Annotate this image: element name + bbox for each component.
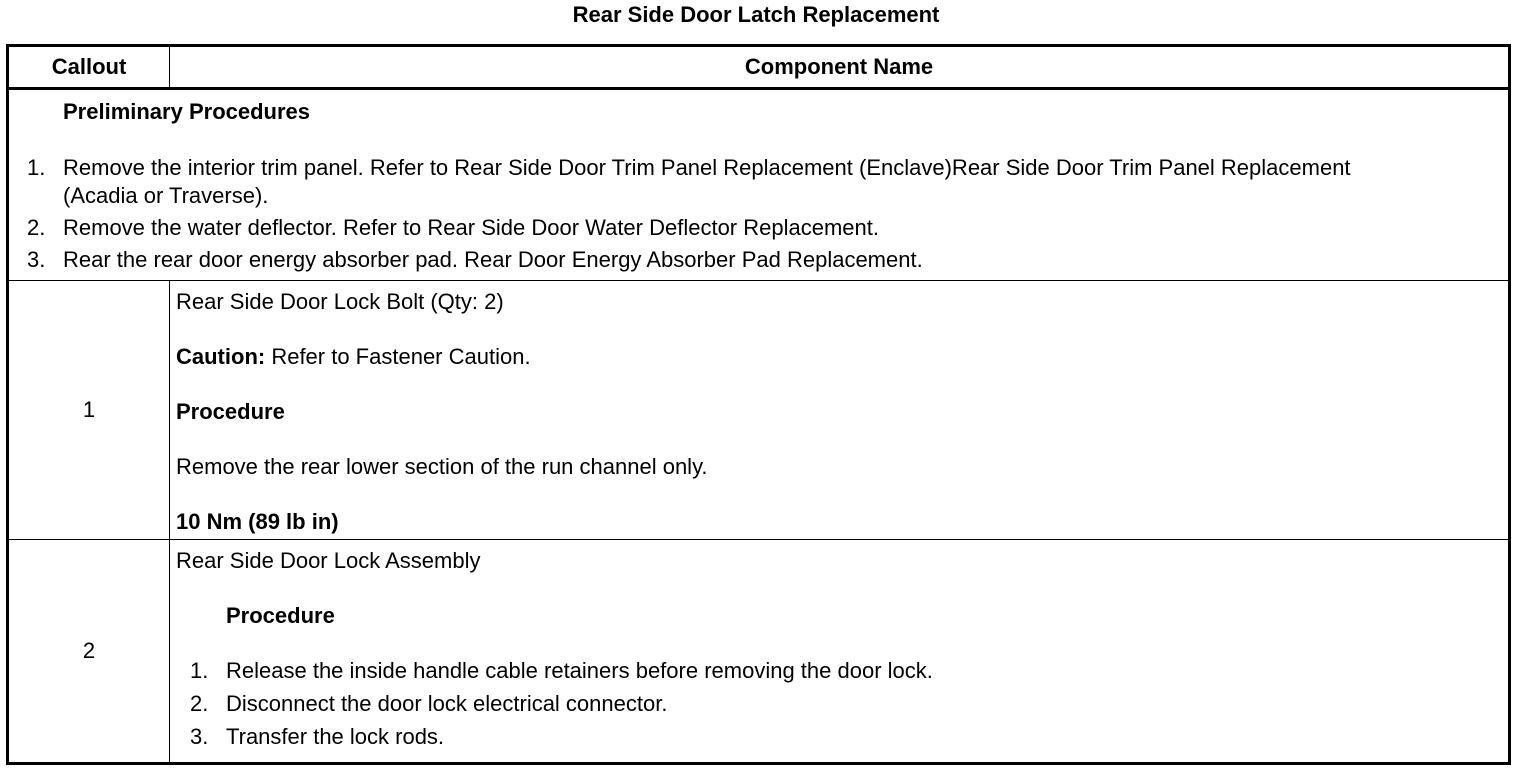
column-header-callout: Callout [8, 46, 170, 89]
procedure-steps [170, 657, 933, 756]
step-number: 3. [27, 247, 46, 272]
list-item [170, 690, 933, 718]
list-item [9, 246, 1393, 274]
step-number: 3. [190, 724, 209, 749]
caution-text: Refer to Fastener Caution. [265, 344, 531, 369]
torque-spec: 10 Nm (89 lb in) [176, 509, 339, 534]
component-name: Rear Side Door Lock Bolt (Qty: 2) [176, 289, 504, 314]
table-header-row [8, 46, 1510, 89]
step-text: Rear the rear door energy absorber pad. Rear Door Energy Absorber Pad Replacement. [63, 247, 923, 272]
step-text: Disconnect the door lock electrical connector. [226, 691, 668, 716]
step-number: 2. [27, 215, 46, 240]
preliminary-steps [9, 154, 1393, 278]
procedure-heading: Procedure [176, 399, 285, 424]
step-number: 1. [190, 658, 209, 683]
step-number: 2. [190, 691, 209, 716]
procedure-text: Remove the rear lower section of the run channel only. [176, 454, 708, 479]
preliminary-heading: Preliminary Procedures [63, 99, 311, 124]
caution-note [176, 344, 531, 370]
step-text: Release the inside handle cable retainers before removing the door lock. [226, 658, 933, 683]
component-cell [170, 540, 1510, 764]
component-name: Rear Side Door Lock Assembly [176, 548, 481, 573]
table-row [8, 540, 1510, 764]
preliminary-row [8, 89, 1510, 281]
callout-number: 2 [8, 540, 170, 764]
step-text: Remove the water deflector. Refer to Rear Side Door Water Deflector Replacement. [63, 215, 879, 240]
table-row [8, 281, 1510, 540]
preliminary-cell [8, 89, 1510, 281]
component-cell [170, 281, 1510, 540]
callout-number: 1 [8, 281, 170, 540]
step-text: Remove the interior trim panel. Refer to Rear Side Door Trim Panel Replacement (Enclave)Rear Side Door Trim Panel Replacement (Acadia or Traverse). [63, 155, 1351, 208]
document-title: Rear Side Door Latch Replacement [572, 2, 940, 27]
list-item [9, 154, 1393, 210]
step-text: Transfer the lock rods. [226, 724, 445, 749]
list-item [9, 214, 1393, 242]
callout-table [6, 44, 1511, 765]
procedure-heading: Procedure [226, 603, 335, 628]
caution-label: Caution: [176, 344, 266, 369]
list-item [170, 657, 933, 685]
step-number: 1. [27, 155, 46, 180]
column-header-component-name: Component Name [170, 46, 1510, 89]
list-item [170, 723, 933, 751]
